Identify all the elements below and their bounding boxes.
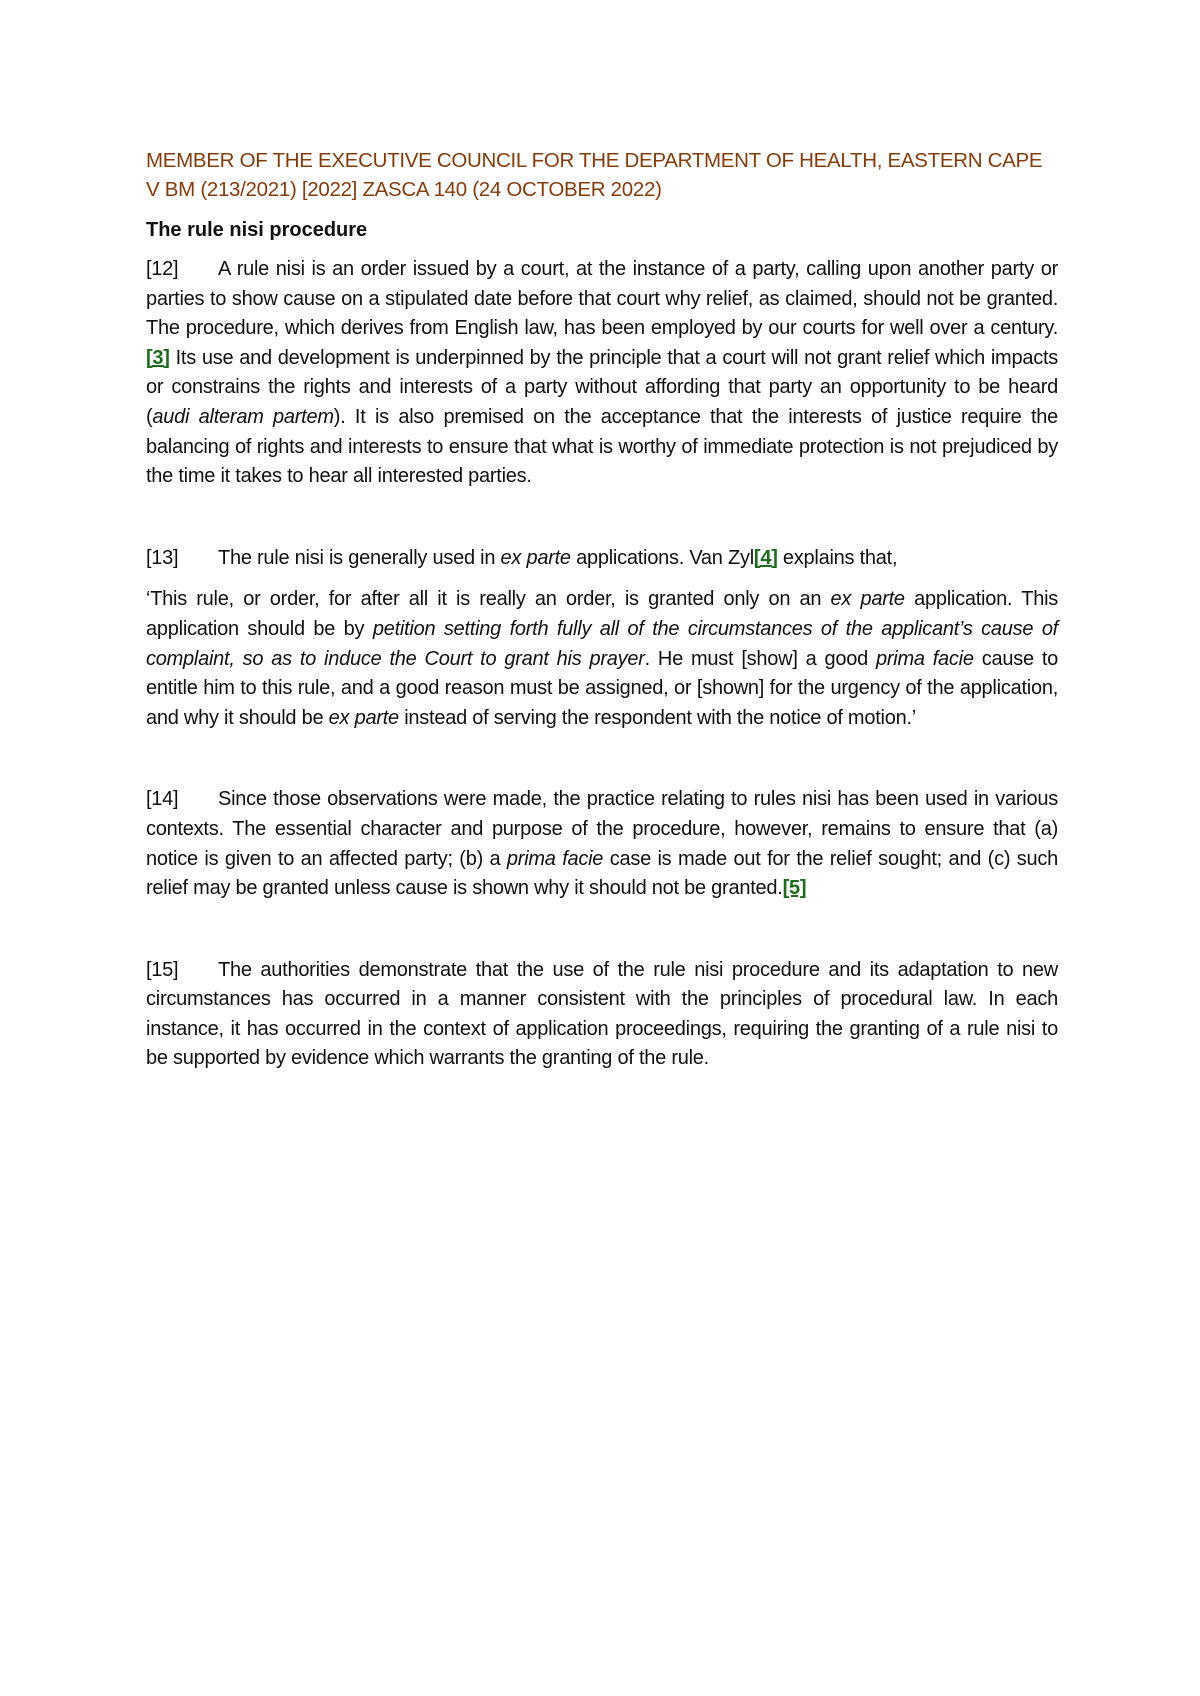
paragraph-text: The rule nisi is generally used in (218, 546, 501, 569)
italic-text: ex parte (328, 706, 399, 729)
paragraph-number: [14] (146, 788, 179, 811)
paragraph-number: [15] (146, 958, 179, 981)
italic-text: audi alteram partem (152, 405, 334, 428)
paragraph-spacer (146, 573, 1058, 585)
paragraph-spacer (146, 733, 1058, 785)
italic-text: ex parte (500, 546, 571, 569)
document-page (146, 146, 1058, 1074)
paragraph-text: A rule nisi is an order issued by a court, at the instance of a party, calling upon another party or parties to show cause on a stipulated date before that court why relief, as claimed, should not be granted. The procedure, which derives from English law, has been employed by our courts for well over a century. (146, 258, 1058, 340)
paragraph-13 (146, 544, 1058, 574)
paragraph-14 (146, 785, 1058, 903)
paragraph-spacer (146, 904, 1058, 956)
block-quote (146, 585, 1058, 733)
footnote-link-4[interactable]: [4] (753, 546, 778, 569)
paragraph-text: Its use and development is underpinned by the principle that a court will not grant relief which impacts or constrains the rights and interests of a party without affording that party an opportunity to be heard ( (146, 346, 1058, 428)
quote-text: application. This application should be by (146, 588, 1059, 640)
paragraph-text: applications. Van Zyl (570, 546, 754, 569)
paragraph-spacer (146, 492, 1058, 544)
footnote-link-5[interactable]: [5] (782, 877, 807, 900)
footnote-link-3[interactable]: [3] (146, 346, 170, 369)
paragraph-number: [12] (146, 258, 179, 280)
quote-text: cause to entitle him to this rule, and a good reason must be assigned, or [shown] for the urgency of the application, and why it should be (146, 647, 1058, 729)
paragraph-text: ). It is also premised on the acceptance that the interests of justice require the balancing of rights and interests to ensure that what is worthy of immediate protection is not prejudiced by the time it takes to hear all interested parties. (146, 405, 1058, 488)
paragraph-15 (146, 956, 1058, 1074)
italic-text: prima facie (506, 847, 604, 870)
paragraph-text: case is made out for the relief sought; and (c) such relief may be granted unless cause is shown why it should not be granted. (146, 847, 1058, 900)
italic-text: prima facie (875, 647, 974, 670)
paragraph-12 (146, 255, 1058, 492)
section-heading: The rule nisi procedure (146, 219, 368, 241)
paragraph-text: The authorities demonstrate that the use of the rule nisi procedure and its adaptation to new circumstances has occurred in a manner consistent with the principles of procedural law. In each instance, it has occurred in the context of application proceedings, requiring the granting of a rule nisi to be supported by evidence which warrants the granting of the rule. (146, 958, 1058, 1070)
italic-text: ex parte (830, 588, 905, 611)
italic-text: petition setting forth fully all of the circumstances of the applicant’s cause of complaint, so as to induce the Court to grant his prayer (146, 617, 1058, 670)
quote-text: ‘This rule, or order, for after all it is really an order, is granted only on an (146, 588, 831, 611)
paragraph-text: explains that, (777, 546, 898, 569)
case-title: MEMBER OF THE EXECUTIVE COUNCIL FOR THE DEPARTMENT OF HEALTH, EASTERN CAPE V BM (213/2021) [2022] ZASCA 140 (24 OCTOBER 2022) (146, 149, 1043, 201)
paragraph-text: Since those observations were made, the practice relating to rules nisi has been used in various contexts. The essential character and purpose of the procedure, however, remains to ensure that (a) notice is given to an affected party; (b) a (146, 788, 1058, 870)
quote-text: instead of serving the respondent with the notice of motion.’ (398, 706, 916, 729)
quote-text: . He must [show] a good (644, 647, 876, 670)
paragraph-number: [13] (146, 546, 179, 569)
